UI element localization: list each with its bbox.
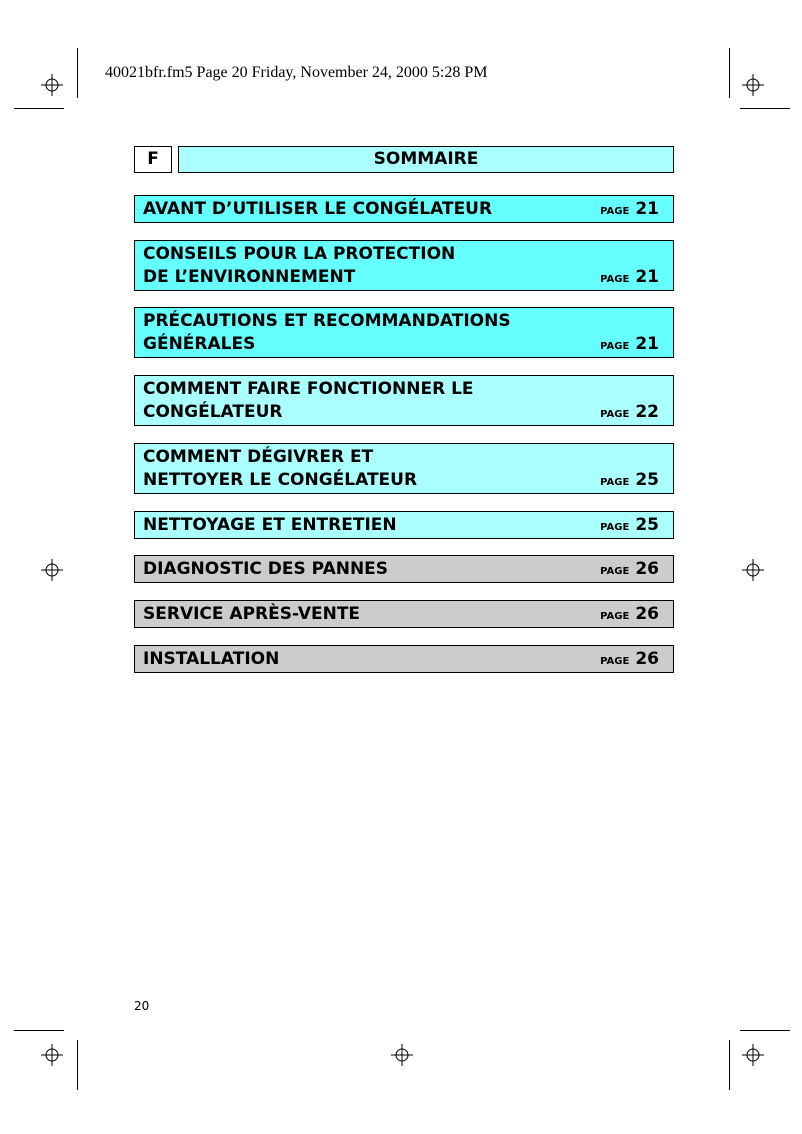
toc-entry[interactable]: [134, 375, 674, 426]
toc-entry-title: PRÉCAUTIONS ET RECOMMANDATIONS: [143, 311, 511, 331]
toc-entry-title: INSTALLATION: [143, 649, 280, 669]
toc-entry-title: SERVICE APRÈS-VENTE: [143, 604, 361, 624]
toc-entry-page: PAGE 21: [600, 334, 659, 354]
toc-entry-page: PAGE 25: [600, 515, 659, 535]
registration-mark-icon: [41, 1044, 63, 1066]
registration-mark-icon: [41, 559, 63, 581]
toc-entry-page: PAGE 22: [600, 402, 659, 422]
toc-entry[interactable]: [134, 307, 674, 358]
toc-entry-title-line2: DE L’ENVIRONNEMENT: [143, 267, 356, 287]
registration-mark-icon: [742, 559, 764, 581]
toc-entry-page: PAGE 26: [600, 604, 659, 624]
registration-mark-icon: [742, 1044, 764, 1066]
page-number: 20: [134, 999, 150, 1013]
toc-entry[interactable]: [134, 240, 674, 291]
toc-entry-title-line2: CONGÉLATEUR: [143, 402, 283, 422]
toc-heading: SOMMAIRE: [178, 146, 674, 173]
toc-entry-title: CONSEILS POUR LA PROTECTION: [143, 244, 456, 264]
toc-entry-page: PAGE 26: [600, 559, 659, 579]
toc-entry-page: PAGE 25: [600, 470, 659, 490]
toc-entry[interactable]: [134, 555, 674, 583]
registration-mark-icon: [391, 1044, 413, 1066]
toc-entry-page: PAGE 21: [600, 199, 659, 219]
toc-entry[interactable]: [134, 600, 674, 628]
toc-entry-title: AVANT D’UTILISER LE CONGÉLATEUR: [143, 199, 493, 219]
toc-entry-title: COMMENT DÉGIVRER ET: [143, 447, 374, 467]
toc-entry[interactable]: [134, 195, 674, 223]
registration-mark-icon: [742, 74, 764, 96]
toc-entry[interactable]: [134, 511, 674, 539]
toc-entry[interactable]: [134, 443, 674, 494]
toc-entry-title: DIAGNOSTIC DES PANNES: [143, 559, 389, 579]
language-label: F: [134, 146, 172, 173]
registration-mark-icon: [41, 74, 63, 96]
toc-entry-title: COMMENT FAIRE FONCTIONNER LE: [143, 379, 474, 399]
file-header: 40021bfr.fm5 Page 20 Friday, November 24, 2000 5:28 PM: [105, 64, 488, 81]
toc-entry-title: NETTOYAGE ET ENTRETIEN: [143, 515, 397, 535]
toc-entry-title-line2: NETTOYER LE CONGÉLATEUR: [143, 470, 418, 490]
toc-entry-page: PAGE 26: [600, 649, 659, 669]
toc-entry[interactable]: [134, 645, 674, 673]
toc-entry-title-line2: GÉNÉRALES: [143, 334, 256, 354]
toc-entry-page: PAGE 21: [600, 267, 659, 287]
